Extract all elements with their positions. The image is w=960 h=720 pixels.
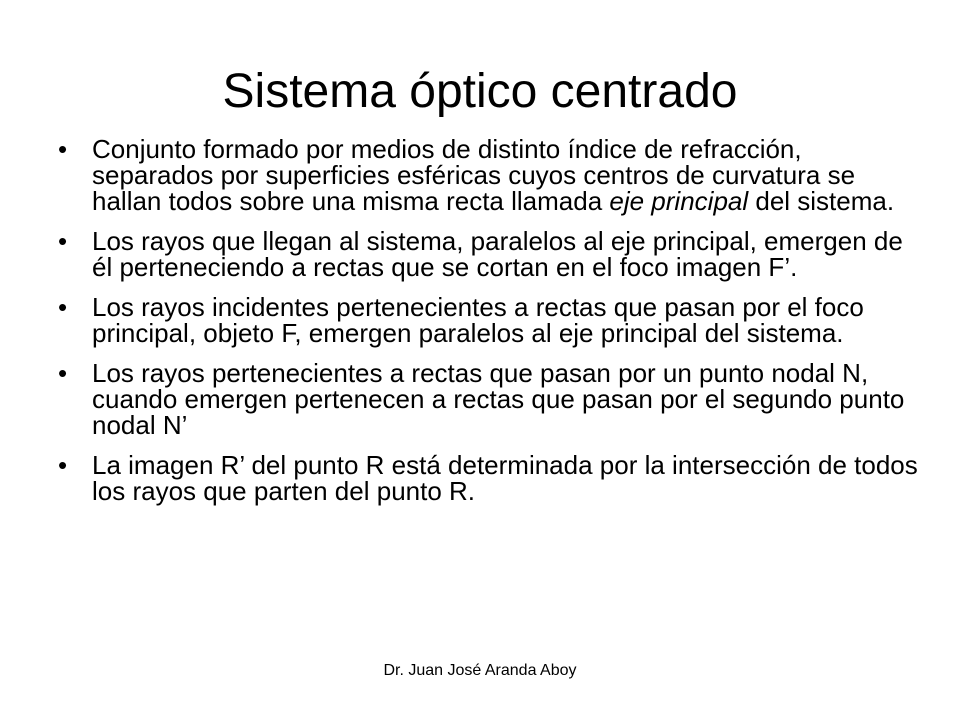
slide-title: Sistema óptico centrado	[222, 65, 738, 118]
bullet-list	[48, 136, 928, 518]
bullet-text: Los rayos pertenecientes a rectas que pasan por un punto nodal N, cuando emergen pertenecen a rectas que pasan por el segundo punto nodal N’	[92, 358, 905, 440]
bullet-emphasis: eje principal	[609, 186, 749, 216]
footer-author: Dr. Juan José Aranda Aboy	[383, 662, 577, 679]
bullet-icon: •	[58, 358, 68, 388]
bullet-icon: •	[58, 226, 68, 256]
bullet-item	[48, 294, 928, 346]
bullet-item	[48, 228, 928, 280]
bullet-text: Los rayos que llegan al sistema, paralelos al eje principal, emergen de él perteneciendo a rectas que se cortan en el foco imagen F’.	[92, 226, 903, 282]
bullet-item	[48, 360, 928, 438]
bullet-text: Los rayos incidentes pertenecientes a rectas que pasan por el foco principal, objeto F, emergen paralelos al eje principal del sistema.	[92, 292, 864, 348]
bullet-text: La imagen R’ del punto R está determinada por la intersección de todos los rayos que parten del punto R.	[92, 450, 918, 506]
bullet-text-tail: del sistema.	[748, 186, 895, 216]
bullet-icon: •	[58, 134, 68, 164]
bullet-icon: •	[58, 292, 68, 322]
bullet-item	[48, 452, 928, 504]
bullet-text: Conjunto formado por medios de distinto índice de refracción, separados por superficies esféricas cuyos centros de curvatura se hallan todos sobre una misma recta llamada	[92, 134, 856, 216]
bullet-icon: •	[58, 450, 68, 480]
bullet-item	[48, 136, 928, 214]
